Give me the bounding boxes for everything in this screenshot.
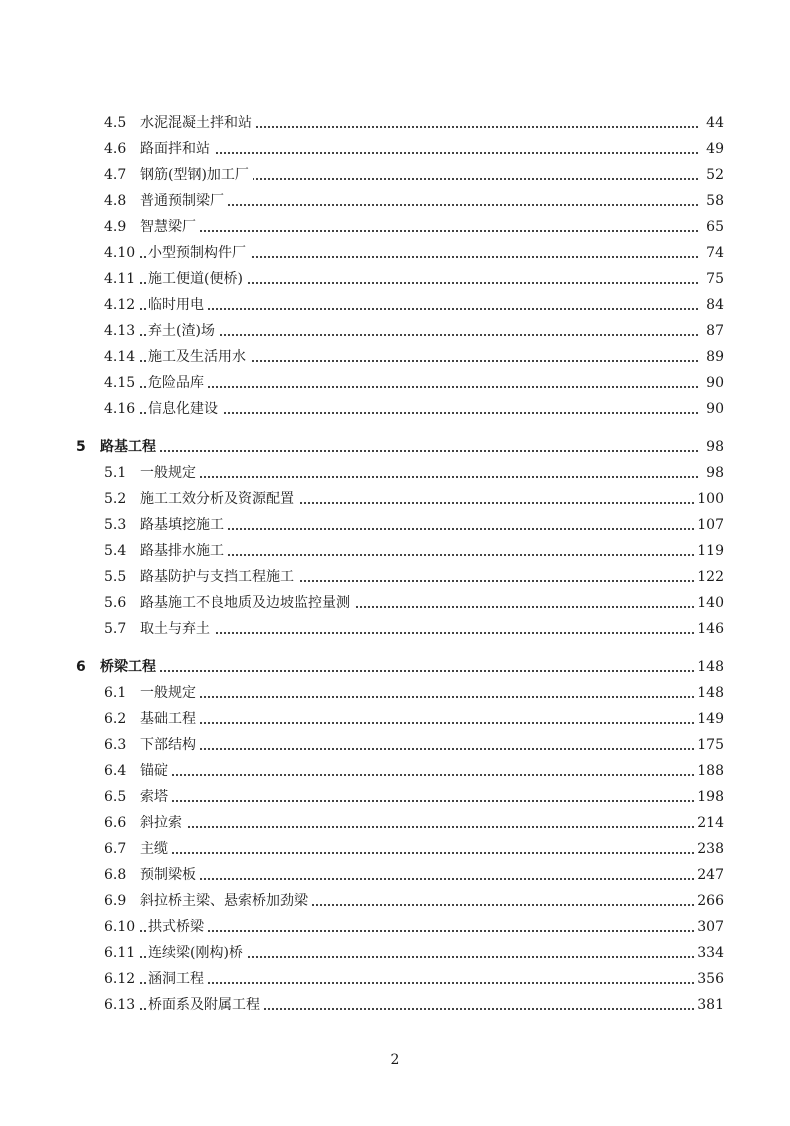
dot-leader: [140, 722, 698, 724]
section-page-number: 90: [704, 370, 724, 396]
toc-entry[interactable]: [0, 862, 790, 888]
dot-leader: [140, 386, 698, 388]
dot-leader: [140, 334, 698, 336]
toc-entry[interactable]: [0, 810, 790, 836]
section-title: 桥面系及附属工程: [148, 992, 264, 1018]
chapter-title: 桥梁工程: [100, 654, 160, 680]
dot-leader: [140, 800, 698, 802]
toc-entry[interactable]: [0, 564, 790, 590]
section-page-number: 266: [695, 888, 724, 914]
toc-entry[interactable]: [0, 784, 790, 810]
section-number: 5.2: [104, 491, 127, 507]
section-number: 6.4: [104, 763, 127, 779]
section-page-number: 146: [695, 616, 724, 642]
toc-entry[interactable]: [0, 512, 790, 538]
dot-leader: [140, 476, 698, 478]
table-of-contents: [0, 110, 790, 1018]
section-title: 预制梁板: [140, 862, 200, 888]
section-title: 路基填挖施工: [140, 512, 228, 538]
section-number: 6.13: [104, 997, 136, 1013]
section-page-number: 89: [704, 344, 724, 370]
section-number: 5.1: [104, 465, 127, 481]
section-title: 路面拌和站: [140, 136, 214, 162]
section-number: 6.1: [104, 685, 127, 701]
toc-entry[interactable]: [0, 706, 790, 732]
section-title: 信息化建设: [148, 396, 222, 422]
section-page-number: 98: [704, 460, 724, 486]
chapter-page-number: 98: [704, 434, 724, 460]
section-title: 锚碇: [140, 758, 172, 784]
toc-chapter-5[interactable]: [0, 434, 790, 460]
section-page-number: 74: [704, 240, 724, 266]
section-page-number: 87: [704, 318, 724, 344]
toc-entry[interactable]: [0, 590, 790, 616]
toc-entry[interactable]: [0, 110, 790, 136]
dot-leader: [140, 930, 698, 932]
section-number: 6.11: [104, 945, 136, 961]
section-page-number: 52: [704, 162, 724, 188]
section-title: 索塔: [140, 784, 172, 810]
toc-entry[interactable]: [0, 538, 790, 564]
toc-entry[interactable]: [0, 460, 790, 486]
section-page-number: 198: [695, 784, 724, 810]
section-number: 6.12: [104, 971, 136, 987]
toc-entry[interactable]: [0, 732, 790, 758]
section-number: 5.5: [104, 569, 127, 585]
section-title: 弃土(渣)场: [148, 318, 219, 344]
section-title: 一般规定: [140, 680, 200, 706]
section-number: 4.16: [104, 401, 136, 417]
toc-section-4-entries: [0, 110, 790, 422]
section-title: 施工便道(便桥): [148, 266, 247, 292]
section-title: 主缆: [140, 836, 172, 862]
section-title: 水泥混凝土拌和站: [140, 110, 256, 136]
section-page-number: 107: [695, 512, 724, 538]
section-page-number: 122: [695, 564, 724, 590]
section-page-number: 356: [695, 966, 724, 992]
section-number: 4.12: [104, 297, 136, 313]
section-number: 6.10: [104, 919, 136, 935]
section-page-number: 90: [704, 396, 724, 422]
dot-leader: [140, 748, 698, 750]
section-number: 6.5: [104, 789, 127, 805]
section-number: 4.5: [104, 115, 127, 131]
section-title: 路基排水施工: [140, 538, 228, 564]
toc-entry[interactable]: [0, 370, 790, 396]
section-title: 斜拉桥主梁、悬索桥加劲梁: [140, 888, 312, 914]
section-page-number: 49: [704, 136, 724, 162]
section-number: 6.9: [104, 893, 127, 909]
toc-entry[interactable]: [0, 162, 790, 188]
section-page-number: 334: [695, 940, 724, 966]
dot-leader: [140, 152, 698, 154]
section-title: 智慧梁厂: [140, 214, 200, 240]
section-title: 涵洞工程: [148, 966, 208, 992]
toc-entry[interactable]: [0, 914, 790, 940]
section-number: 6.6: [104, 815, 127, 831]
dot-leader: [140, 774, 698, 776]
dot-leader: [100, 670, 698, 672]
section-title: 取土与弃土: [140, 616, 214, 642]
toc-section-5-entries: [0, 460, 790, 642]
section-title: 临时用电: [148, 292, 208, 318]
dot-leader: [100, 450, 698, 452]
section-number: 4.11: [104, 271, 136, 287]
section-title: 路基施工不良地质及边坡监控量测: [140, 590, 354, 616]
section-title: 一般规定: [140, 460, 200, 486]
toc-entry[interactable]: [0, 966, 790, 992]
section-number: 5.4: [104, 543, 127, 559]
section-page-number: 84: [704, 292, 724, 318]
dot-leader: [140, 632, 698, 634]
section-title: 施工工效分析及资源配置: [140, 486, 298, 512]
dot-leader: [140, 230, 698, 232]
section-number: 4.14: [104, 349, 136, 365]
section-number: 4.7: [104, 167, 127, 183]
section-title: 钢筋(型钢)加工厂: [140, 162, 253, 188]
section-page-number: 119: [695, 538, 724, 564]
toc-entry[interactable]: [0, 486, 790, 512]
section-page-number: 381: [695, 992, 724, 1018]
section-number: 5.6: [104, 595, 127, 611]
section-title: 路基防护与支挡工程施工: [140, 564, 298, 590]
section-title: 下部结构: [140, 732, 200, 758]
toc-entry[interactable]: [0, 266, 790, 292]
toc-entry[interactable]: [0, 940, 790, 966]
toc-entry[interactable]: [0, 344, 790, 370]
section-page-number: 148: [695, 680, 724, 706]
section-title: 危险品库: [148, 370, 208, 396]
toc-entry[interactable]: [0, 888, 790, 914]
section-page-number: 175: [695, 732, 724, 758]
section-number: 6.2: [104, 711, 127, 727]
section-number: 6.3: [104, 737, 127, 753]
toc-entry[interactable]: [0, 136, 790, 162]
section-page-number: 44: [704, 110, 724, 136]
page-number: 2: [390, 1052, 400, 1068]
toc-entry[interactable]: [0, 396, 790, 422]
dot-leader: [140, 696, 698, 698]
section-number: 4.9: [104, 219, 127, 235]
section-number: 6.8: [104, 867, 127, 883]
section-title: 小型预制构件厂: [148, 240, 250, 266]
toc-section-6-entries: [0, 680, 790, 1018]
section-title: 施工及生活用水: [148, 344, 250, 370]
toc-entry[interactable]: [0, 292, 790, 318]
toc-entry[interactable]: [0, 318, 790, 344]
chapter-title: 路基工程: [100, 434, 160, 460]
section-page-number: 58: [704, 188, 724, 214]
toc-chapter-6[interactable]: [0, 654, 790, 680]
dot-leader: [140, 826, 698, 828]
section-number: 5.3: [104, 517, 127, 533]
toc-entry[interactable]: [0, 758, 790, 784]
section-title: 拱式桥梁: [148, 914, 208, 940]
dot-leader: [140, 852, 698, 854]
toc-entry[interactable]: [0, 240, 790, 266]
section-number: 4.13: [104, 323, 136, 339]
chapter-number: 6: [76, 659, 86, 675]
toc-entry[interactable]: [0, 616, 790, 642]
section-page-number: 140: [695, 590, 724, 616]
section-page-number: 247: [695, 862, 724, 888]
dot-leader: [140, 412, 698, 414]
section-page-number: 307: [695, 914, 724, 940]
chapter-number: 5: [76, 439, 86, 455]
chapter-page-number: 148: [695, 654, 724, 680]
section-title: 基础工程: [140, 706, 200, 732]
section-page-number: 75: [704, 266, 724, 292]
dot-leader: [140, 982, 698, 984]
section-number: 4.15: [104, 375, 136, 391]
toc-entry[interactable]: [0, 680, 790, 706]
section-number: 4.10: [104, 245, 136, 261]
section-title: 斜拉索: [140, 810, 186, 836]
toc-entry[interactable]: [0, 836, 790, 862]
dot-leader: [140, 878, 698, 880]
section-page-number: 188: [695, 758, 724, 784]
section-number: 6.7: [104, 841, 127, 857]
section-page-number: 100: [695, 486, 724, 512]
toc-entry[interactable]: [0, 214, 790, 240]
section-number: 4.8: [104, 193, 127, 209]
section-page-number: 149: [695, 706, 724, 732]
section-page-number: 238: [695, 836, 724, 862]
section-page-number: 65: [704, 214, 724, 240]
section-title: 连续梁(刚构)桥: [148, 940, 247, 966]
section-page-number: 214: [695, 810, 724, 836]
section-number: 5.7: [104, 621, 127, 637]
toc-entry[interactable]: [0, 188, 790, 214]
dot-leader: [140, 308, 698, 310]
section-number: 4.6: [104, 141, 127, 157]
toc-entry[interactable]: [0, 992, 790, 1018]
section-title: 普通预制梁厂: [140, 188, 228, 214]
